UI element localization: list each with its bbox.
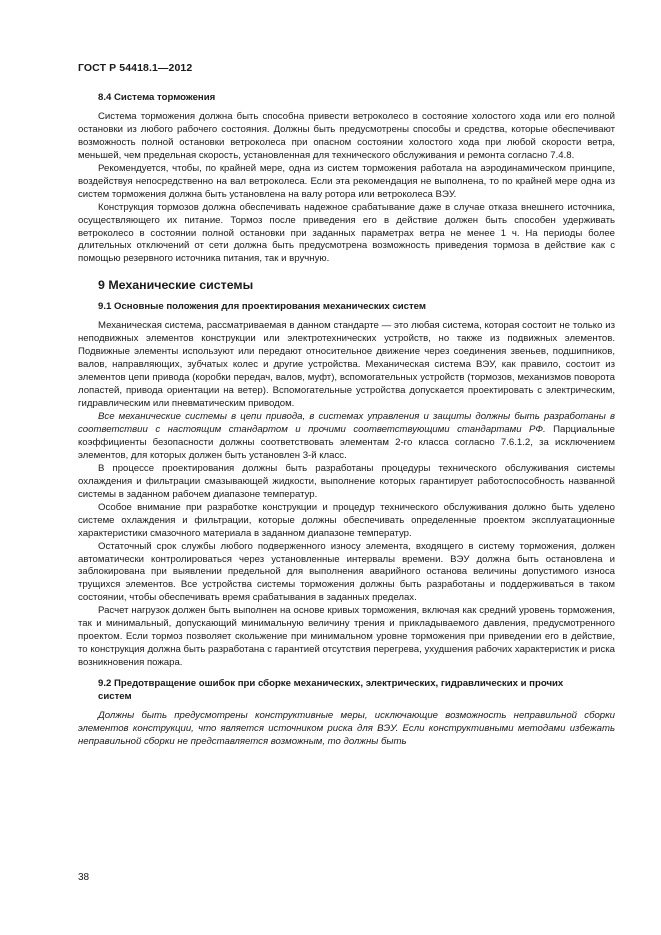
paragraph: Остаточный срок службы любого подверженного износу элемента, входящего в систему торможения, должен автоматически контролироваться через установленные интервалы времени. ВЭУ должна быть остановлена и заблокирована при выявлении предельной для выполнения аварийного останова величины допустимого износа трущихся элементов. Все устройства системы торможения должны быть разработаны и поддерживаться в таком состоянии, чтобы обеспечивать время срабатывания в заданных пределах. — [78, 540, 615, 604]
paragraph — [78, 411, 615, 463]
section-heading-8-4: 8.4 Система торможения — [98, 92, 216, 103]
paragraph: В процессе проектирования должны быть разработаны процедуры технического обслуживания системы охлаждения и фильтрации смазывающей жидкости, выполнение которых гарантирует работоспособность названной системы в заданном рабочем диапазоне температур. — [78, 462, 615, 500]
section-heading-9-2: 9.2 Предотвращение ошибок при сборке механических, электрических, гидравлических и прочих систем — [98, 678, 564, 703]
section-heading-9-1: 9.1 Основные положения для проектирования механических систем — [98, 301, 426, 313]
paragraph-text: Парциальные коэффициенты безопасности должны соответствовать элементам 2-го класса согласно 7.6.1.2, за исключением элементов, для которых должен быть установлен 3-й класс. — [78, 423, 615, 461]
paragraph: Механическая система, рассматриваемая в данном стандарте — это любая система, которая состоит не только из неподвижных элементов конструкции или электротехнических устройств, но также из подвижных элементов. Подвижные элементы используют или передают относительное движение через соединения звеньев, подшипников, валов, направляющих, зубчатых колес и другие устройства. Механическая система ВЭУ, как правило, состоит из элементов цепи привода (коробки передач, валов, муфт), вспомогательных устройств (тормозов, механизмов поворота лопастей, привода ориентации на ветер). Вспомогательные устройства допускается проектировать с электрическим, гидравлическим или пневматическим приводом. — [78, 320, 615, 410]
paragraph: Конструкция тормозов должна обеспечивать надежное срабатывание даже в случае отказа внешнего источника, осуществляющего их питание. Тормоз после приведения его в действие должен быть способен удерживать ветроколесо в состоянии полной остановки при заданных параметрах ветра не менее 1 ч. На периоды более длительных отключений от сети должна быть предусмотрена возможность приведения тормоза в действие как с помощью резервного источника питания, так и вручную. — [78, 201, 615, 265]
paragraph: Рекомендуется, чтобы, по крайней мере, одна из систем торможения работала на аэродинамическом принципе, воздействуя непосредственно на вал ветроколеса. Если эта рекомендация не выполнена, то по крайней мере одна из систем торможения должна быть установлена на валу ротора или ветроколеса ВЭУ. — [78, 162, 615, 200]
chapter-title-9: 9 Механические системы — [98, 278, 254, 293]
italic-requirement-paragraph: Должны быть предусмотрены конструктивные меры, исключающие возможность неправильной сборки элементов конструкции, что является источником риска для ВЭУ. Если конструктивными методами избежать неправильной сборки не представляется возможным, то должны быть — [78, 709, 615, 747]
document-header: ГОСТ Р 54418.1—2012 — [78, 62, 193, 74]
paragraph: Расчет нагрузок должен быть выполнен на основе кривых торможения, включая как средний уровень торможения, так и минимальный, допускающий минимальную величину трения и прикладываемого давления, предусмотренного проектом. Если тормоз позволяет скольжение при минимальном уровне торможения при приведении его в действие, то конструкция должна быть разработана с гарантией отсутствия перегрева, ухудшения рабочих характеристик и риска возникновения пожара. — [78, 605, 615, 669]
paragraph: Система торможения должна быть способна привести ветроколесо в состояние холостого хода или его полной остановки из любого рабочего состояния. Должны быть предусмотрены способы и средства, которые обеспечивают возможность полной остановки ветроколеса при опасном состоянии холостого хода при любой скорости ветра, меньшей, чем предельная скорость, установленная для технического обслуживания и ремонта согласно 7.4.8. — [78, 110, 615, 161]
page-number: 38 — [78, 872, 90, 883]
italic-requirement-text: Все механические системы в цепи привода, в системах управления и защиты должны быть разработаны в соответствии с настоящим стандартом и прочими соответствующими стандартами РФ. — [78, 411, 615, 435]
page-content — [78, 92, 615, 749]
paragraph: Особое внимание при разработке конструкции и процедур технического обслуживания должно быть уделено системе охлаждения и фильтрации, которые должны обеспечивать определенные проектом эксплуатационные характеристики смазочного материала в заданном диапазоне температур. — [78, 501, 615, 539]
